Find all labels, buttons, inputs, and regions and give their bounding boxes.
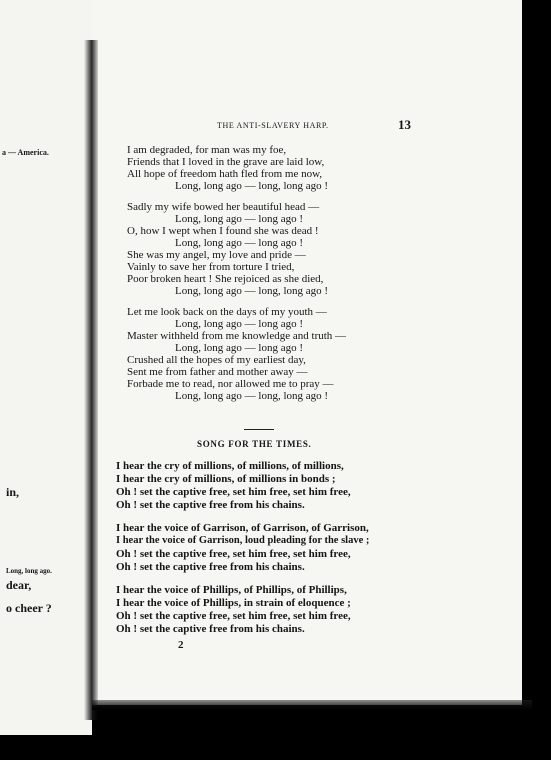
song-line: Oh ! set the captive free, set him free, set him free,: [116, 548, 351, 560]
left-fragment: dear,: [6, 578, 32, 592]
poem-refrain: Long, long ago — long ago !: [175, 237, 304, 249]
poem-line: Friends that I loved in the grave are laid low,: [127, 156, 325, 168]
song-line: Oh ! set the captive free from his chains.: [116, 561, 305, 573]
song-line: I hear the voice of Phillips, in strain of eloquence ;: [116, 597, 351, 609]
left-fragment: o cheer ?: [6, 601, 52, 615]
poem-line: All hope of freedom hath fled from me now,: [127, 168, 323, 180]
poem-line: Master withheld from me knowledge and truth —: [127, 330, 347, 342]
poem-line: Poor broken heart ! She rejoiced as she died,: [127, 273, 324, 285]
left-fragment: a — America.: [2, 148, 49, 157]
running-title: THE ANTI-SLAVERY HARP.: [217, 121, 329, 130]
song-title: SONG FOR THE TIMES.: [197, 439, 312, 449]
left-fragment: Long, long ago.: [6, 567, 52, 575]
song-line: Oh ! set the captive free, set him free, set him free,: [116, 486, 351, 498]
poem-refrain: Long, long ago — long, long ago !: [175, 285, 329, 297]
scan-bottom-edge: [0, 735, 551, 760]
poem-refrain: Long, long ago — long, long ago !: [175, 180, 329, 192]
page-fold-shading: [542, 30, 551, 90]
poem-line: Sadly my wife bowed her beautiful head —: [127, 201, 320, 213]
song-line: I hear the voice of Phillips, of Phillips, of Phillips,: [116, 584, 347, 596]
poem-refrain: Long, long ago — long ago !: [175, 342, 304, 354]
poem-line: Let me look back on the days of my youth —: [127, 306, 327, 318]
poem-line: Forbade me to read, nor allowed me to pray —: [127, 378, 334, 390]
book-gutter: [84, 40, 98, 720]
poem-refrain: Long, long ago — long, long ago !: [175, 390, 329, 402]
song-line: I hear the voice of Garrison, loud pleading for the slave ;: [116, 535, 370, 546]
song-line: I hear the cry of millions, of millions, of millions,: [116, 460, 344, 472]
poem-line: Vainly to save her from torture I tried,: [127, 261, 295, 273]
poem-refrain: Long, long ago — long ago !: [175, 213, 304, 225]
poem-line: I am degraded, for man was my foe,: [127, 144, 287, 156]
section-divider: [244, 429, 274, 430]
poem-line: Crushed all the hopes of my earliest day,: [127, 354, 306, 366]
left-fragment: in,: [6, 485, 20, 499]
song-line: Oh ! set the captive free, set him free, set him free,: [116, 610, 351, 622]
page-number: 13: [398, 117, 411, 132]
left-page: [0, 0, 92, 760]
signature-mark: 2: [178, 639, 184, 651]
poem-line: O, how I wept when I found she was dead !: [127, 225, 319, 237]
song-line: I hear the voice of Garrison, of Garrison, of Garrison,: [116, 522, 369, 534]
song-line: Oh ! set the captive free from his chains.: [116, 623, 305, 635]
poem-line: Sent me from father and mother away —: [127, 366, 308, 378]
page-bottom-shadow: [92, 700, 532, 710]
poem-line: She was my angel, my love and pride —: [127, 249, 306, 261]
song-line: Oh ! set the captive free from his chains.: [116, 499, 305, 511]
song-line: I hear the cry of millions, of millions in bonds ;: [116, 473, 336, 485]
poem-refrain: Long, long ago — long ago !: [175, 318, 304, 330]
